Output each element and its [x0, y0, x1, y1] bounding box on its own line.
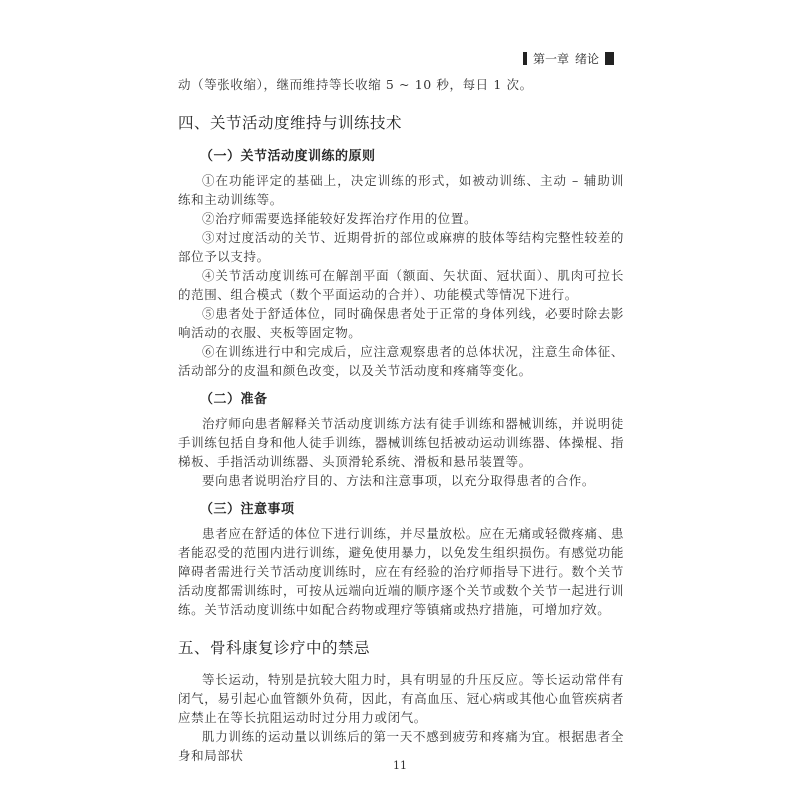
header-title: 绪论 [574, 52, 599, 66]
section-4-heading: 四、关节活动度维持与训练技术 [178, 114, 403, 132]
principle-item: ④关节活动度训练可在解剖平面（额面、矢状面、冠状面）、肌肉可拉长的范围、组合模式（数个平面运动的合并）、功能模式等情况下进行。 [178, 268, 624, 302]
header-block-mark [605, 52, 614, 65]
principle-item: ③对过度活动的关节、近期骨折的部位或麻痹的肢体等结构完整性较差的部位予以支持。 [178, 230, 624, 264]
principle-item: ②治疗师需要选择能较好发挥治疗作用的位置。 [202, 211, 478, 226]
body-paragraph: 肌力训练的运动量以训练后的第一天不感到疲劳和疼痛为宜。根据患者全身和局部状 [178, 729, 624, 763]
subsection-3-heading: （三）注意事项 [200, 502, 295, 517]
page-content [178, 75, 624, 765]
running-header [523, 50, 614, 67]
page-number: 11 [393, 759, 407, 772]
body-paragraph: 患者应在舒适的体位下进行训练，并尽量放松。应在无痛或轻微疼痛、患者能忍受的范围内进行训练，避免使用暴力，以免发生组织损伤。有感觉功能障碍者需进行关节活动度训练时，应在有经验的治疗师指导下进行。数个关节活动度都需训练时，可按从远端向近端的顺序逐个关节或数个关节一起进行训练。关节活动度训练中如配合药物或理疗等镇痛或热疗措施，可增加疗效。 [178, 526, 624, 617]
body-paragraph: 要向患者说明治疗目的、方法和注意事项，以充分取得患者的合作。 [202, 473, 596, 488]
subsection-2-heading: （二）准备 [200, 392, 268, 407]
principle-item: ①在功能评定的基础上，决定训练的形式，如被动训练、主动 – 辅助训练和主动训练等。 [178, 173, 624, 207]
section-5-heading: 五、骨科康复诊疗中的禁忌 [178, 639, 371, 657]
header-chapter: 第一章 [532, 52, 569, 66]
principle-item: ⑤患者处于舒适体位，同时确保患者处于正常的身体列线，必要时除去影响活动的衣服、夹板等固定物。 [178, 306, 624, 340]
header-bar-mark [523, 52, 527, 65]
intro-paragraph: 动（等张收缩），继而维持等长收缩 5 ~ 10 秒，每日 1 次。 [178, 77, 533, 92]
subsection-1-heading: （一）关节活动度训练的原则 [200, 149, 376, 164]
body-paragraph: 治疗师向患者解释关节活动度训练方法有徒手训练和器械训练，并说明徒手训练包括自身和他人徒手训练，器械训练包括被动运动训练器、体操棍、指梯板、手指活动训练器、头顶滑轮系统、滑板和悬吊装置等。 [178, 416, 624, 469]
body-paragraph: 等长运动，特别是抗较大阻力时，具有明显的升压反应。等长运动常伴有闭气，易引起心血管额外负荷，因此，有高血压、冠心病或其他心血管疾病者应禁止在等长抗阻运动时过分用力或闭气。 [178, 672, 624, 725]
principle-item: ⑥在训练进行中和完成后，应注意观察患者的总体状况，注意生命体征、活动部分的皮温和颜色改变，以及关节活动度和疼痛等变化。 [178, 344, 624, 378]
